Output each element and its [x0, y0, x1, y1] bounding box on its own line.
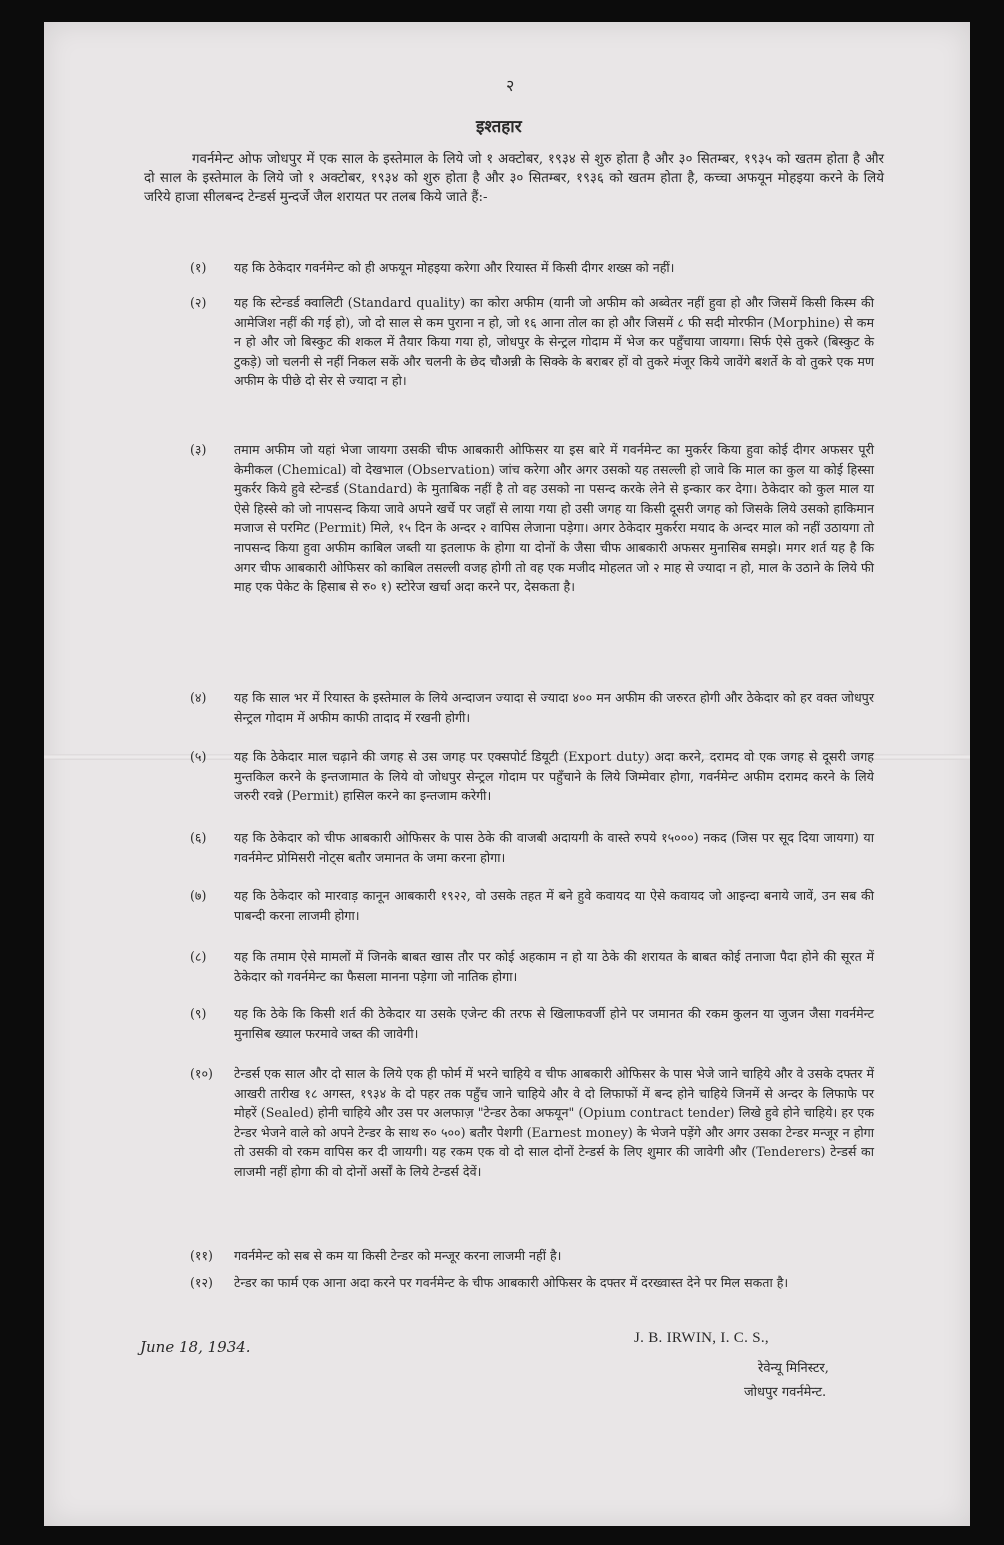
condition-item-1: [190, 258, 874, 278]
condition-item-7: [190, 886, 874, 925]
condition-item-2: [190, 293, 874, 391]
condition-item-3: [190, 440, 874, 597]
condition-text: यह कि तमाम ऐसे मामलों में जिनके बाबत खास तौर पर कोई अहकाम न हो या ठेके की शरायत के बाबत कोई तनाजा पैदा होने की सूरत में ठेकेदार को गवर्नमेन्ट का फैसला मानना पड़ेगा जो नातिक होगा।: [234, 949, 874, 984]
signatory-office: जोधपुर गवर्नमेन्ट.: [744, 1385, 827, 1400]
condition-number: (१): [190, 260, 207, 275]
condition-text: यह कि ठेकेदार को मारवाड़ कानून आबकारी १९२२, वो उसके तहत में बने हुवे कवायद या ऐसे कवायद जो आइन्दा बनाये जावें, उन सब की पाबन्दी करना लाजमी होगा।: [234, 888, 874, 923]
condition-item-11: [190, 1246, 874, 1266]
condition-number: (१०): [190, 1066, 213, 1081]
condition-number: (४): [190, 690, 207, 705]
condition-text: यह कि स्टेन्डर्ड क्वालिटी (Standard quality) का कोरा अफीम (यानी जो अफीम को अब्वेतर नहीं हुवा हो और जिसमें किसी किस्म की आमेजिश नहीं की गई हो), जो दो साल से कम पुराना न हो, जो १६ आना तोल का हो और जिसमें ८ फी सदी मोरफीन (Morphine) से कम न हो और जो बिस्कुट की शकल में तैयार किया गया हो, जोधपुर के सेन्ट्रल गोदाम में भेज कर पहुँचाया जायगा। सिर्फ ऐसे तुकरे (बिस्कुट के टुकड़े) जो चलनी से नहीं निकल सकें और चलनी के छेद चौअन्नी के सिक्के के बराबर हों वो तुकरे मंजूर किये जावेंगे बशर्ते के वो तुकरे एक मण अफीम के पीछे दो सेर से ज्यादा न हो।: [234, 295, 874, 389]
condition-text: यह कि ठेके कि किसी शर्त की ठेकेदार या उसके एजेन्ट की तरफ से खिलाफवर्जी होने पर जमानत की रकम कुलन या जुजन जैसा गवर्नमेन्ट मुनासिब ख्याल फरमावे जब्त की जावेगी।: [234, 1006, 874, 1041]
intro-paragraph: गवर्नमेन्ट ओफ जोधपुर में एक साल के इस्तेमाल के लिये जो १ अक्टोबर, १९३४ से शुरु होता है और ३० सितम्बर, १९३५ को खतम होता है और दो साल के इस्तेमाल के लिये जो १ अक्टोबर, १९३४ को शुरु होता है और ३० सितम्बर, १९३६ को खतम होता है, कच्चा अफयून मोहइया करने के लिये जरिये हाजा सीलबन्द टेन्डर्स मुन्दर्जे जैल शरायत पर तलब किये जाते हैं:-: [144, 152, 884, 205]
signatory-title: रेवेन्यू मिनिस्टर,: [758, 1361, 829, 1376]
condition-item-5: [190, 747, 874, 806]
condition-number: (५): [190, 749, 207, 764]
condition-text: तमाम अफीम जो यहां भेजा जायगा उसकी चीफ आबकारी ओफिसर या इस बारे में गवर्नमेन्ट का मुकर्रर किया हुवा कोई दीगर अफसर पूरी केमीकल (Chemical) वो देखभाल (Observation) जांच करेगा और अगर उसको यह तसल्ली हो जावे कि माल का कुल या कोई हिस्सा मुकर्रर किये हुवे स्टेन्डर्ड (Standard) के मुताबिक नहीं है तो वह उसको ना पसन्द करके लेने से इन्कार कर देगा। ठेकेदार को कुल माल या ऐसे हिस्से को जो नापसन्द किया जावे अपने खर्चे पर जहाँ से लाया गया हो उसी जगह या किसी दूसरी जगह को जिसके लिये उसको हाकिमान मजाज से परमिट (Permit) मिले, १५ दिन के अन्दर २ वापिस लेजाना पड़ेगा। अगर ठेकेदार मुकर्ररा मयाद के अन्दर माल को नहीं उठायगा तो नापसन्द किया हुवा अफीम काबिल जब्ती या इतलाफ के होगा या दोनों के जैसा चीफ आबकारी अफसर मुनासिब समझे। मगर शर्त यह है कि अगर चीफ आबकारी ओफिसर को काबिल तसल्ली वजह होगी तो वह एक मजीद मोहलत जो २ माह से ज्यादा न हो, माल के उठाने के लिये फी माह एक पेकेट के हिसाब से रु० १) स्टोरेज खर्चा अदा करने पर, देसकता है।: [234, 442, 874, 595]
condition-number: (११): [190, 1248, 213, 1263]
condition-item-6: [190, 828, 874, 867]
condition-text: टेन्डर्स एक साल और दो साल के लिये एक ही फोर्म में भरने चाहिये व चीफ आबकारी ओफिसर के पास भेजे जाने चाहिये और वे उसके दफ्तर में आखरी तारीख १८ अगस्त, १९३४ के दो पहर तक पहुँच जाने चाहिये और वे दो लिफाफों में बन्द होने चाहिये जिनमें से अन्दर के लिफाफे पर मोहरें (Sealed) होनी चाहिये और उस पर अलफाज़ "टेन्डर ठेका अफयून" (Opium contract tender) लिखे हुवे होने चाहिये। हर एक टेन्डर भेजने वाले को अपने टेन्डर के साथ रु० ५००) बतौर पेशगी (Earnest money) के भेजने पड़ेंगे और अगर उसका टेन्डर मन्जूर न होगा तो उसकी वो रकम वापिस कर दी जायगी। यह रकम एक वो दो साल दोनों टेन्डर्स के लिए शुमार की जावेगी और (Tenderers) टेन्डर्स का लाजमी नहीं होगा की वो दोनों अर्सों के लिये टेन्डर्स देवें।: [234, 1066, 874, 1179]
page-number: २: [506, 76, 515, 95]
notice-date: June 18, 1934.: [140, 1338, 251, 1356]
condition-item-9: [190, 1004, 874, 1043]
condition-number: (६): [190, 830, 207, 845]
condition-text: यह कि ठेकेदार को चीफ आबकारी ओफिसर के पास ठेके की वाजबी अदायगी के वास्ते रुपये १५०००) नकद (जिस पर सूद दिया जायगा) या गवर्नमेन्ट प्रोमिसरी नोट्स बतौर जमानत के जमा करना होगा।: [234, 830, 874, 865]
condition-text: यह कि साल भर में रियास्त के इस्तेमाल के लिये अन्दाजन ज्यादा से ज्यादा ४०० मन अफीम की जरुरत होगी और ठेकेदार को हर वक्त जोधपुर सेन्ट्रल गोदाम में अफीम काफी तादाद में रखनी होगी।: [234, 690, 874, 725]
condition-number: (२): [190, 295, 207, 310]
condition-number: (७): [190, 888, 207, 903]
condition-text: गवर्नमेन्ट को सब से कम या किसी टेन्डर को मन्जूर करना लाजमी नहीं है।: [234, 1248, 562, 1263]
condition-number: (८): [190, 949, 207, 964]
notice-sheet: [44, 22, 970, 1526]
signatory-name: J. B. IRWIN, I. C. S.,: [634, 1330, 769, 1346]
condition-item-4: [190, 688, 874, 727]
condition-text: यह कि ठेकेदार माल चढ़ाने की जगह से उस जगह पर एक्सपोर्ट डियूटी (Export duty) अदा करने, दरामद वो एक जगह से दूसरी जगह मुन्तकिल करने के इन्तजामात के लिये वो जोधपुर सेन्ट्रल गोदाम पर पहुँचाने के लिये जिम्मेवार होगा, गवर्नमेन्ट अफीम दरामद करने के लिये जरुरी रवन्ने (Permit) हासिल करने का इन्तजाम करेगी।: [234, 749, 874, 804]
condition-item-12: [190, 1273, 874, 1293]
condition-number: (१२): [190, 1275, 213, 1290]
condition-number: (९): [190, 1006, 207, 1021]
page-title: इश्तहार: [476, 117, 522, 137]
condition-item-10: [190, 1064, 874, 1182]
condition-text: टेन्डर का फार्म एक आना अदा करने पर गवर्नमेन्ट के चीफ आबकारी ओफिसर के दफ्तर में दरख्वास्त देने पर मिल सकता है।: [234, 1275, 789, 1290]
condition-number: (३): [190, 442, 207, 457]
condition-item-8: [190, 947, 874, 986]
condition-text: यह कि ठेकेदार गवर्नमेन्ट को ही अफयून मोहइया करेगा और रियास्त में किसी दीगर शख्स को नहीं।: [234, 260, 675, 275]
